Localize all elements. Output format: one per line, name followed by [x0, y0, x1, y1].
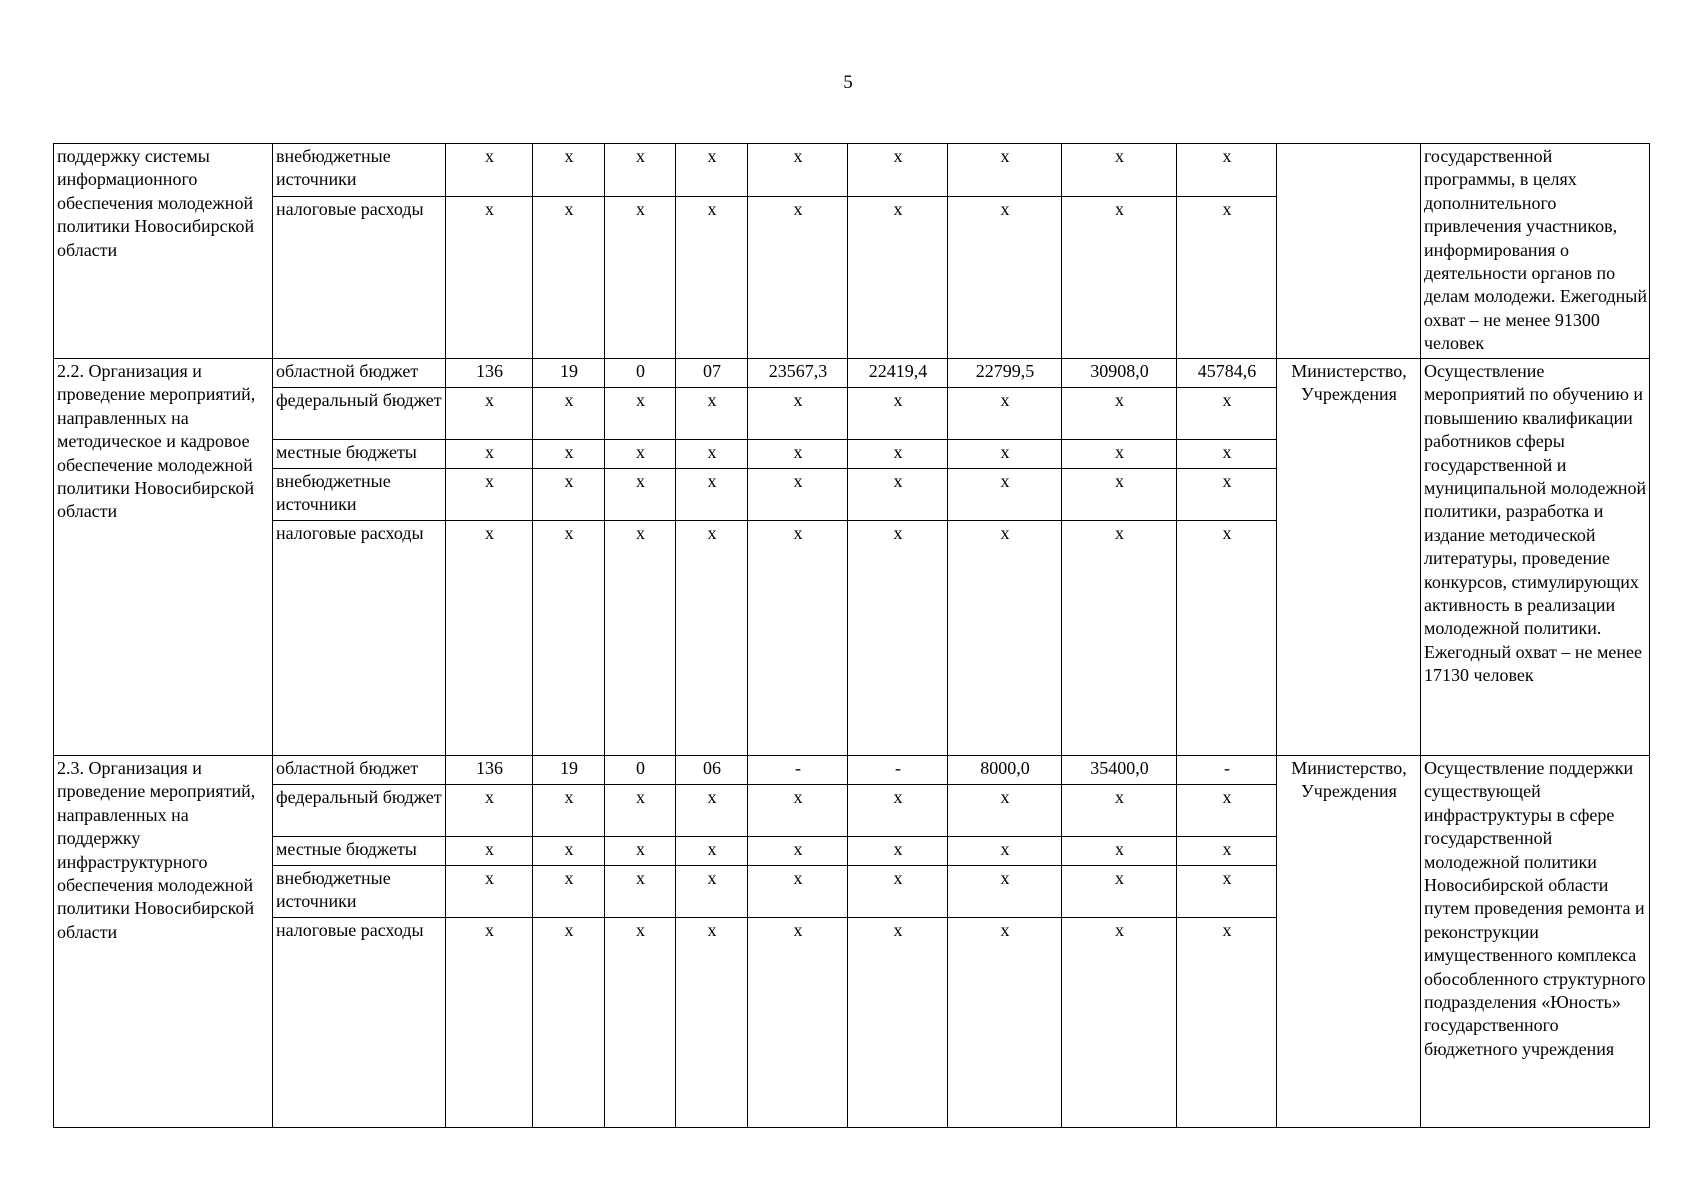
- table-row: [54, 359, 1650, 388]
- value-cell: x: [533, 469, 605, 521]
- value-cell: x: [1062, 469, 1177, 521]
- value-cell: x: [1062, 521, 1177, 756]
- value-cell: x: [446, 469, 533, 521]
- value-cell: x: [605, 521, 676, 756]
- value-cell: x: [605, 469, 676, 521]
- value-cell: -: [1177, 756, 1277, 785]
- value-cell: x: [748, 918, 848, 1128]
- funding-source-cell: налоговые расходы: [273, 918, 446, 1128]
- value-cell: x: [748, 521, 848, 756]
- value-cell: 8000,0: [948, 756, 1062, 785]
- value-cell: x: [605, 785, 676, 837]
- responsible-cell: Министерство, Учреждения: [1277, 359, 1421, 756]
- value-cell: x: [446, 521, 533, 756]
- value-cell: x: [676, 440, 748, 469]
- value-cell: x: [848, 469, 948, 521]
- value-cell: x: [605, 866, 676, 918]
- value-cell: x: [848, 918, 948, 1128]
- value-cell: x: [446, 785, 533, 837]
- value-cell: x: [676, 866, 748, 918]
- activity-name-cell: 2.2. Организация и проведение мероприятий, направленных на методическое и кадровое обеспечение молодежной политики Новосибирской области: [54, 359, 273, 756]
- value-cell: x: [1177, 197, 1277, 359]
- value-cell: x: [533, 388, 605, 440]
- value-cell: 06: [676, 756, 748, 785]
- activity-name-cell: 2.3. Организация и проведение мероприятий, направленных на поддержку инфраструктурного обеспечения молодежной политики Новосибирской области: [54, 756, 273, 1128]
- value-cell: x: [533, 197, 605, 359]
- value-cell: 45784,6: [1177, 359, 1277, 388]
- value-cell: x: [533, 918, 605, 1128]
- value-cell: x: [1062, 837, 1177, 866]
- value-cell: 30908,0: [1062, 359, 1177, 388]
- value-cell: x: [676, 197, 748, 359]
- value-cell: x: [605, 918, 676, 1128]
- value-cell: x: [1062, 388, 1177, 440]
- value-cell: x: [446, 837, 533, 866]
- value-cell: x: [948, 866, 1062, 918]
- value-cell: x: [1177, 521, 1277, 756]
- value-cell: 22799,5: [948, 359, 1062, 388]
- value-cell: x: [605, 837, 676, 866]
- value-cell: x: [446, 440, 533, 469]
- expected-result-cell: государственной программы, в целях дополнительного привлечения участников, информирования о деятельности органов по делам молодежи. Ежегодный охват – не менее 91300 человек: [1421, 144, 1650, 359]
- value-cell: x: [848, 440, 948, 469]
- value-cell: x: [676, 785, 748, 837]
- value-cell: x: [1177, 918, 1277, 1128]
- value-cell: x: [748, 144, 848, 197]
- value-cell: x: [1062, 918, 1177, 1128]
- responsible-cell: Министерство, Учреждения: [1277, 756, 1421, 1128]
- value-cell: x: [748, 866, 848, 918]
- value-cell: x: [748, 469, 848, 521]
- value-cell: x: [848, 197, 948, 359]
- value-cell: x: [446, 388, 533, 440]
- value-cell: x: [676, 144, 748, 197]
- activity-name-cell: поддержку системы информационного обеспечения молодежной политики Новосибирской области: [54, 144, 273, 359]
- funding-source-cell: федеральный бюджет: [273, 785, 446, 837]
- value-cell: x: [748, 785, 848, 837]
- funding-source-cell: местные бюджеты: [273, 440, 446, 469]
- funding-source-cell: налоговые расходы: [273, 521, 446, 756]
- value-cell: x: [948, 521, 1062, 756]
- value-cell: x: [948, 785, 1062, 837]
- value-cell: 0: [605, 359, 676, 388]
- table-row: [54, 144, 1650, 197]
- funding-source-cell: местные бюджеты: [273, 837, 446, 866]
- funding-source-cell: областной бюджет: [273, 359, 446, 388]
- expected-result-cell: Осуществление мероприятий по обучению и повышению квалификации работников сферы государственной и муниципальной молодежной политики, разработка и издание методической литературы, проведение конкурсов, стимулирующих активность в реализации молодежной политики. Ежегодный охват – не менее 17130 человек: [1421, 359, 1650, 756]
- value-cell: x: [605, 144, 676, 197]
- funding-source-cell: федеральный бюджет: [273, 388, 446, 440]
- value-cell: x: [676, 469, 748, 521]
- value-cell: x: [848, 388, 948, 440]
- value-cell: 19: [533, 756, 605, 785]
- value-cell: x: [948, 197, 1062, 359]
- value-cell: 35400,0: [1062, 756, 1177, 785]
- value-cell: x: [676, 521, 748, 756]
- value-cell: x: [676, 918, 748, 1128]
- value-cell: x: [948, 388, 1062, 440]
- value-cell: x: [446, 197, 533, 359]
- value-cell: x: [676, 388, 748, 440]
- value-cell: x: [446, 144, 533, 197]
- value-cell: 23567,3: [748, 359, 848, 388]
- page-number: 5: [843, 72, 853, 93]
- value-cell: x: [676, 837, 748, 866]
- value-cell: x: [848, 785, 948, 837]
- value-cell: x: [1177, 388, 1277, 440]
- value-cell: x: [533, 785, 605, 837]
- value-cell: x: [533, 521, 605, 756]
- value-cell: x: [1177, 440, 1277, 469]
- value-cell: x: [948, 918, 1062, 1128]
- value-cell: x: [533, 440, 605, 469]
- value-cell: x: [446, 866, 533, 918]
- value-cell: x: [748, 197, 848, 359]
- funding-source-cell: налоговые расходы: [273, 197, 446, 359]
- value-cell: x: [1177, 866, 1277, 918]
- value-cell: x: [533, 837, 605, 866]
- value-cell: x: [1062, 197, 1177, 359]
- value-cell: 136: [446, 359, 533, 388]
- value-cell: -: [848, 756, 948, 785]
- value-cell: 136: [446, 756, 533, 785]
- value-cell: x: [1062, 785, 1177, 837]
- value-cell: -: [748, 756, 848, 785]
- value-cell: x: [748, 837, 848, 866]
- value-cell: x: [848, 837, 948, 866]
- value-cell: 0: [605, 756, 676, 785]
- value-cell: x: [1062, 866, 1177, 918]
- value-cell: x: [1177, 837, 1277, 866]
- expected-result-cell: Осуществление поддержки существующей инфраструктуры в сфере государственной молодежной политики Новосибирской области путем проведения ремонта и реконструкции имущественного комплекса обособленного структурного подразделения «Юность» государственного бюджетного учреждения: [1421, 756, 1650, 1128]
- value-cell: 22419,4: [848, 359, 948, 388]
- value-cell: x: [1062, 144, 1177, 197]
- funding-source-cell: областной бюджет: [273, 756, 446, 785]
- value-cell: x: [1177, 785, 1277, 837]
- value-cell: x: [605, 388, 676, 440]
- value-cell: x: [1177, 469, 1277, 521]
- value-cell: x: [848, 521, 948, 756]
- value-cell: x: [848, 144, 948, 197]
- value-cell: 19: [533, 359, 605, 388]
- value-cell: x: [533, 144, 605, 197]
- value-cell: x: [848, 866, 948, 918]
- value-cell: x: [948, 440, 1062, 469]
- value-cell: x: [533, 866, 605, 918]
- value-cell: x: [1177, 144, 1277, 197]
- funding-source-cell: внебюджетные источники: [273, 866, 446, 918]
- value-cell: x: [748, 440, 848, 469]
- value-cell: 07: [676, 359, 748, 388]
- funding-source-cell: внебюджетные источники: [273, 469, 446, 521]
- value-cell: x: [605, 197, 676, 359]
- value-cell: x: [948, 469, 1062, 521]
- value-cell: x: [948, 144, 1062, 197]
- value-cell: x: [1062, 440, 1177, 469]
- funding-source-cell: внебюджетные источники: [273, 144, 446, 197]
- value-cell: x: [748, 388, 848, 440]
- value-cell: x: [605, 440, 676, 469]
- responsible-cell: [1277, 144, 1421, 359]
- value-cell: x: [446, 918, 533, 1128]
- table-row: [54, 756, 1650, 785]
- program-activities-table: [53, 143, 1650, 1128]
- value-cell: x: [948, 837, 1062, 866]
